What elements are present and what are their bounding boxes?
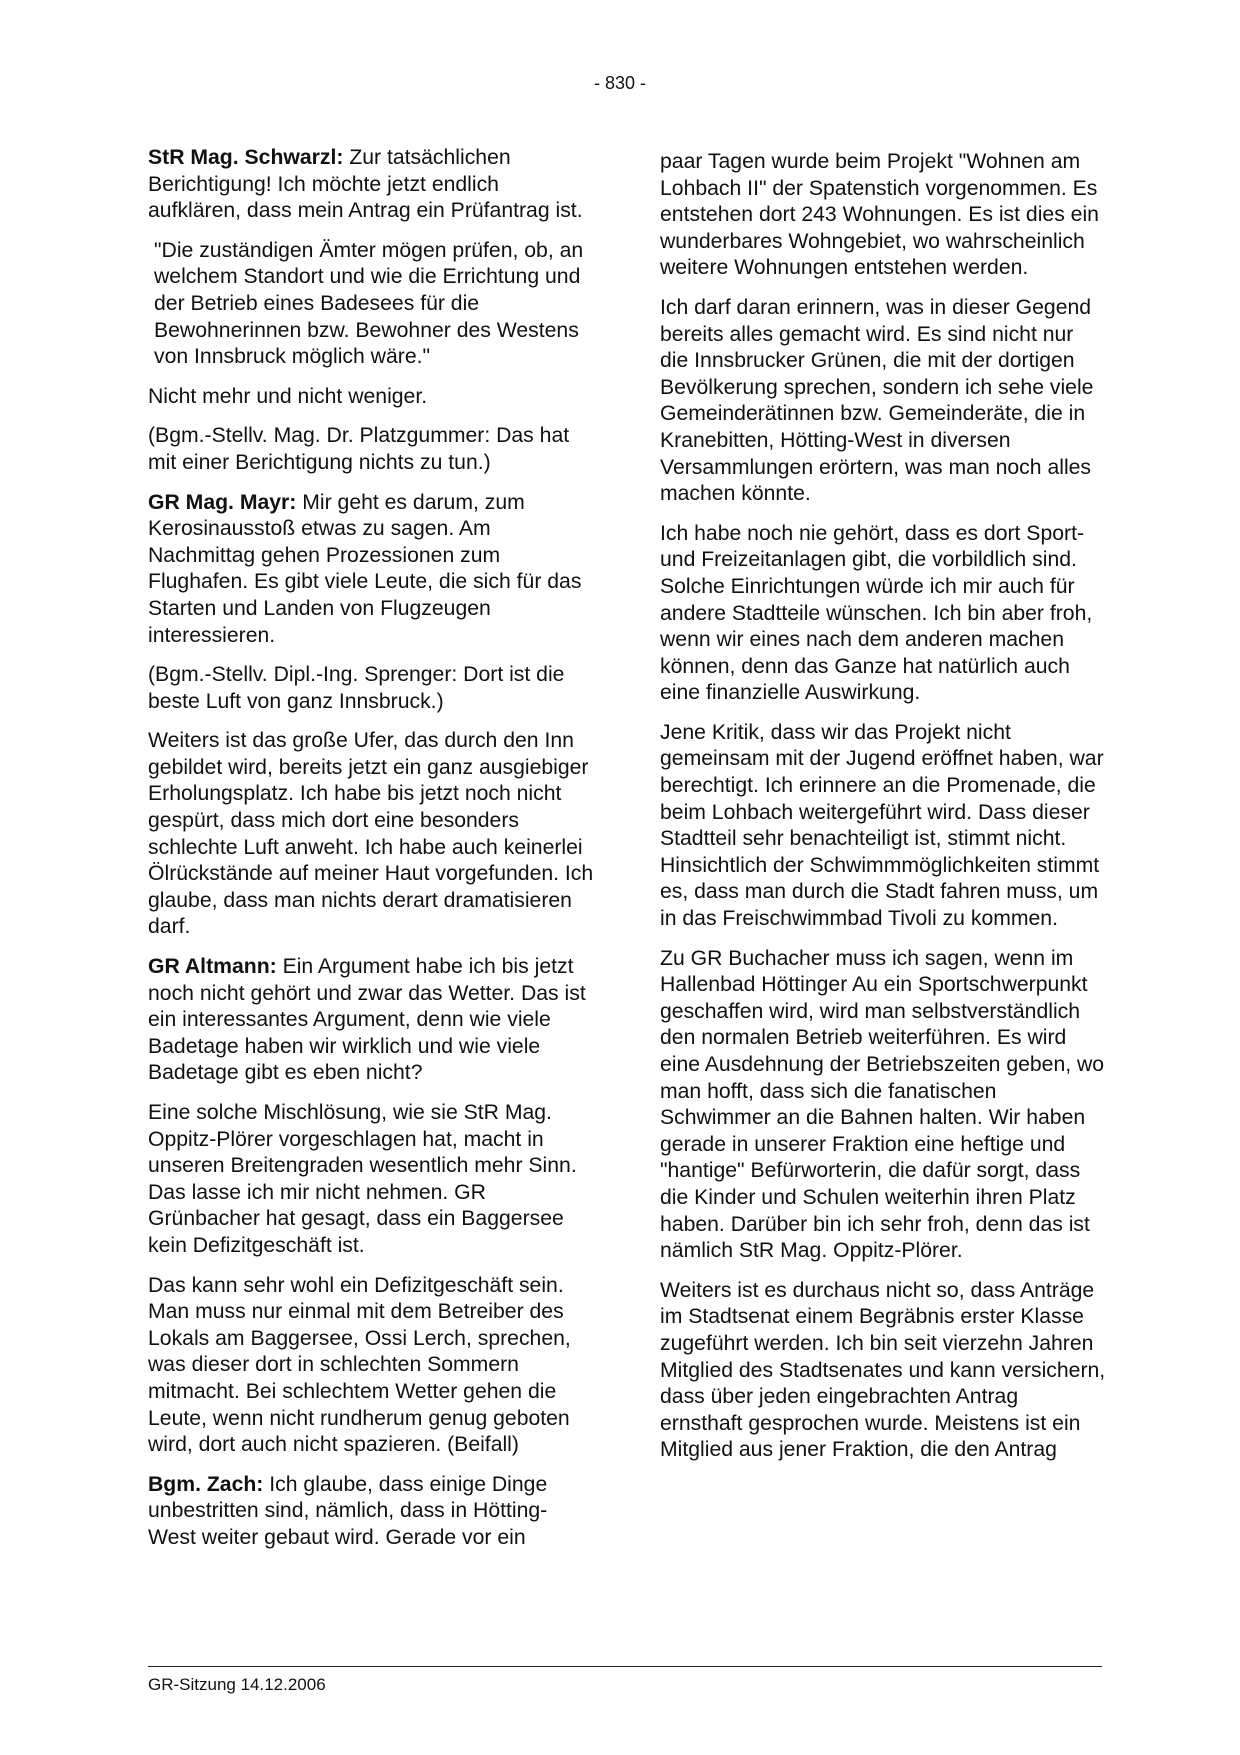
speaker-name: StR Mag. Schwarzl:	[148, 146, 344, 169]
paragraph	[148, 954, 594, 1087]
paragraph: Weiters ist es durchaus nicht so, dass Anträge im Stadtsenat einem Begräbnis erster Klasse zugeführt werden. Ich bin seit vierzehn Jahren Mitglied des Stadtsenates und kann versichern, dass über jeden eingebrachten Antrag ernsthaft gesprochen wurde. Meistens ist ein Mitglied aus jener Fraktion, die den Antrag	[660, 1278, 1106, 1462]
paragraph	[148, 1472, 594, 1552]
quoted-motion: "Die zuständigen Ämter mögen prüfen, ob, an welchem Standort und wie die Errichtung und der Betrieb eines Badesees für die Bewohnerinnen bzw. Bewohner des Westens von Innsbruck möglich wäre."	[154, 238, 584, 369]
paragraph	[148, 145, 594, 225]
paragraph: Ich darf daran erinnern, was in dieser Gegend bereits alles gemacht wird. Es sind nicht nur die Innsbrucker Grünen, die mit der dortigen Bevölkerung sprechen, sondern ich sehe viele Gemeinderätinnen bzw. Gemeinderäte, die in Kranebitten, Hötting-West in diversen Versammlungen erörtern, was man noch alles machen könnte.	[660, 295, 1094, 506]
paragraph: Nicht mehr und nicht weniger.	[148, 384, 428, 408]
paragraph: Zu GR Buchacher muss ich sagen, wenn im Hallenbad Höttinger Au ein Sportschwerpunkt geschaffen wird, wird man selbstverständlich den normalen Betrieb weiterführen. Es wird eine Ausdehnung der Betriebszeiten geben, wo man hofft, dass sich die fanatischen Schwimmer an die Bahnen halten. Wir haben gerade in unserer Fraktion eine heftige und "hantige" Befürworterin, die dafür sorgt, dass die Kinder und Schulen weiterhin ihren Platz haben. Darüber bin ich sehr froh, denn das ist nämlich StR Mag. Oppitz-Plörer.	[660, 946, 1105, 1263]
paragraph-text: Mir geht es darum, zum Kerosinausstoß etwas zu sagen. Am Nachmittag gehen Prozessionen zum Flughafen. Es gibt viele Leute, die sich für das Starten und Landen von Flugzeugen interessieren.	[148, 490, 582, 647]
speaker-name: GR Altmann:	[148, 955, 277, 979]
paragraph-text: Ich glaube, dass einige Dinge unbestritten sind, nämlich, dass in Hötting-West weiter gebaut wird. Gerade vor ein	[148, 1472, 548, 1549]
left-column	[148, 145, 594, 1565]
interjection: (Bgm.-Stellv. Dipl.-Ing. Sprenger: Dort ist die beste Luft von ganz Innsbruck.)	[148, 663, 565, 713]
paragraph: Ich habe noch nie gehört, dass es dort Sport- und Freizeitanlagen gibt, die vorbildlich sind. Solche Einrichtungen würde ich mir auch für andere Stadtteile wünschen. Ich bin aber froh, wenn wir eines nach dem anderen machen können, denn das Ganze hat natürlich auch eine finanzielle Auswirkung.	[660, 521, 1093, 705]
footer-session-date: GR-Sitzung 14.12.2006	[148, 1675, 326, 1694]
paragraph: Jene Kritik, dass wir das Projekt nicht gemeinsam mit der Jugend eröffnet haben, war berechtigt. Ich erinnere an die Promenade, die beim Lohbach weitergeführt wird. Dass dieser Stadtteil sehr benachteiligt ist, stimmt nicht. Hinsichtlich der Schwimmmöglichkeiten stimmt es, dass man durch die Stadt fahren muss, um in das Freischwimmbad Tivoli zu kommen.	[660, 720, 1104, 931]
paragraph: Weiters ist das große Ufer, das durch den Inn gebildet wird, bereits jetzt ein ganz ausgiebiger Erholungsplatz. Ich habe bis jetzt noch nicht gespürt, dass mich dort eine besonders schlechte Luft anweht. Ich habe auch keinerlei Ölrückstände auf meiner Haut vorgefunden. Ich glaube, dass man nichts derart dramatisieren darf.	[148, 729, 594, 939]
interjection: (Bgm.-Stellv. Mag. Dr. Platzgummer: Das hat mit einer Berichtigung nichts zu tun.)	[148, 424, 570, 474]
paragraph	[148, 490, 594, 650]
speaker-name: GR Mag. Mayr:	[148, 490, 297, 514]
paragraph-text: Ein Argument habe ich bis jetzt noch nicht gehört und zwar das Wetter. Das ist ein interessantes Argument, denn wie viele Badetage haben wir wirklich und wie viele Badetage gibt es eben nicht?	[148, 955, 586, 1085]
paragraph: Eine solche Mischlösung, wie sie StR Mag. Oppitz-Plörer vorgeschlagen hat, macht in unseren Breitengraden wesentlich mehr Sinn. Das lasse ich mir nicht nehmen. GR Grünbacher hat gesagt, dass ein Baggersee kein Defizitgeschäft ist.	[148, 1101, 577, 1257]
right-column	[660, 149, 1106, 1477]
footer-divider	[148, 1666, 1102, 1667]
paragraph: paar Tagen wurde beim Projekt "Wohnen am Lohbach II" der Spatenstich vorgenommen. Es entstehen dort 243 Wohnungen. Es ist dies ein wunderbares Wohngebiet, wo wahrscheinlich weitere Wohnungen entstehen werden.	[660, 150, 1099, 280]
paragraph: Das kann sehr wohl ein Defizitgeschäft sein. Man muss nur einmal mit dem Betreiber des Lokals am Baggersee, Ossi Lerch, sprechen, was dieser dort in schlechten Sommern mitmacht. Bei schlechtem Wetter gehen die Leute, wenn nicht rundherum genug geboten wird, dort auch nicht spazieren. (Beifall)	[148, 1273, 571, 1457]
paragraph-text: Zur tatsächlichen Berichtigung! Ich möchte jetzt endlich aufklären, dass mein Antrag ein Prüfantrag ist.	[148, 146, 583, 223]
page-number: - 830 -	[593, 73, 647, 93]
speaker-name: Bgm. Zach:	[148, 1472, 264, 1496]
